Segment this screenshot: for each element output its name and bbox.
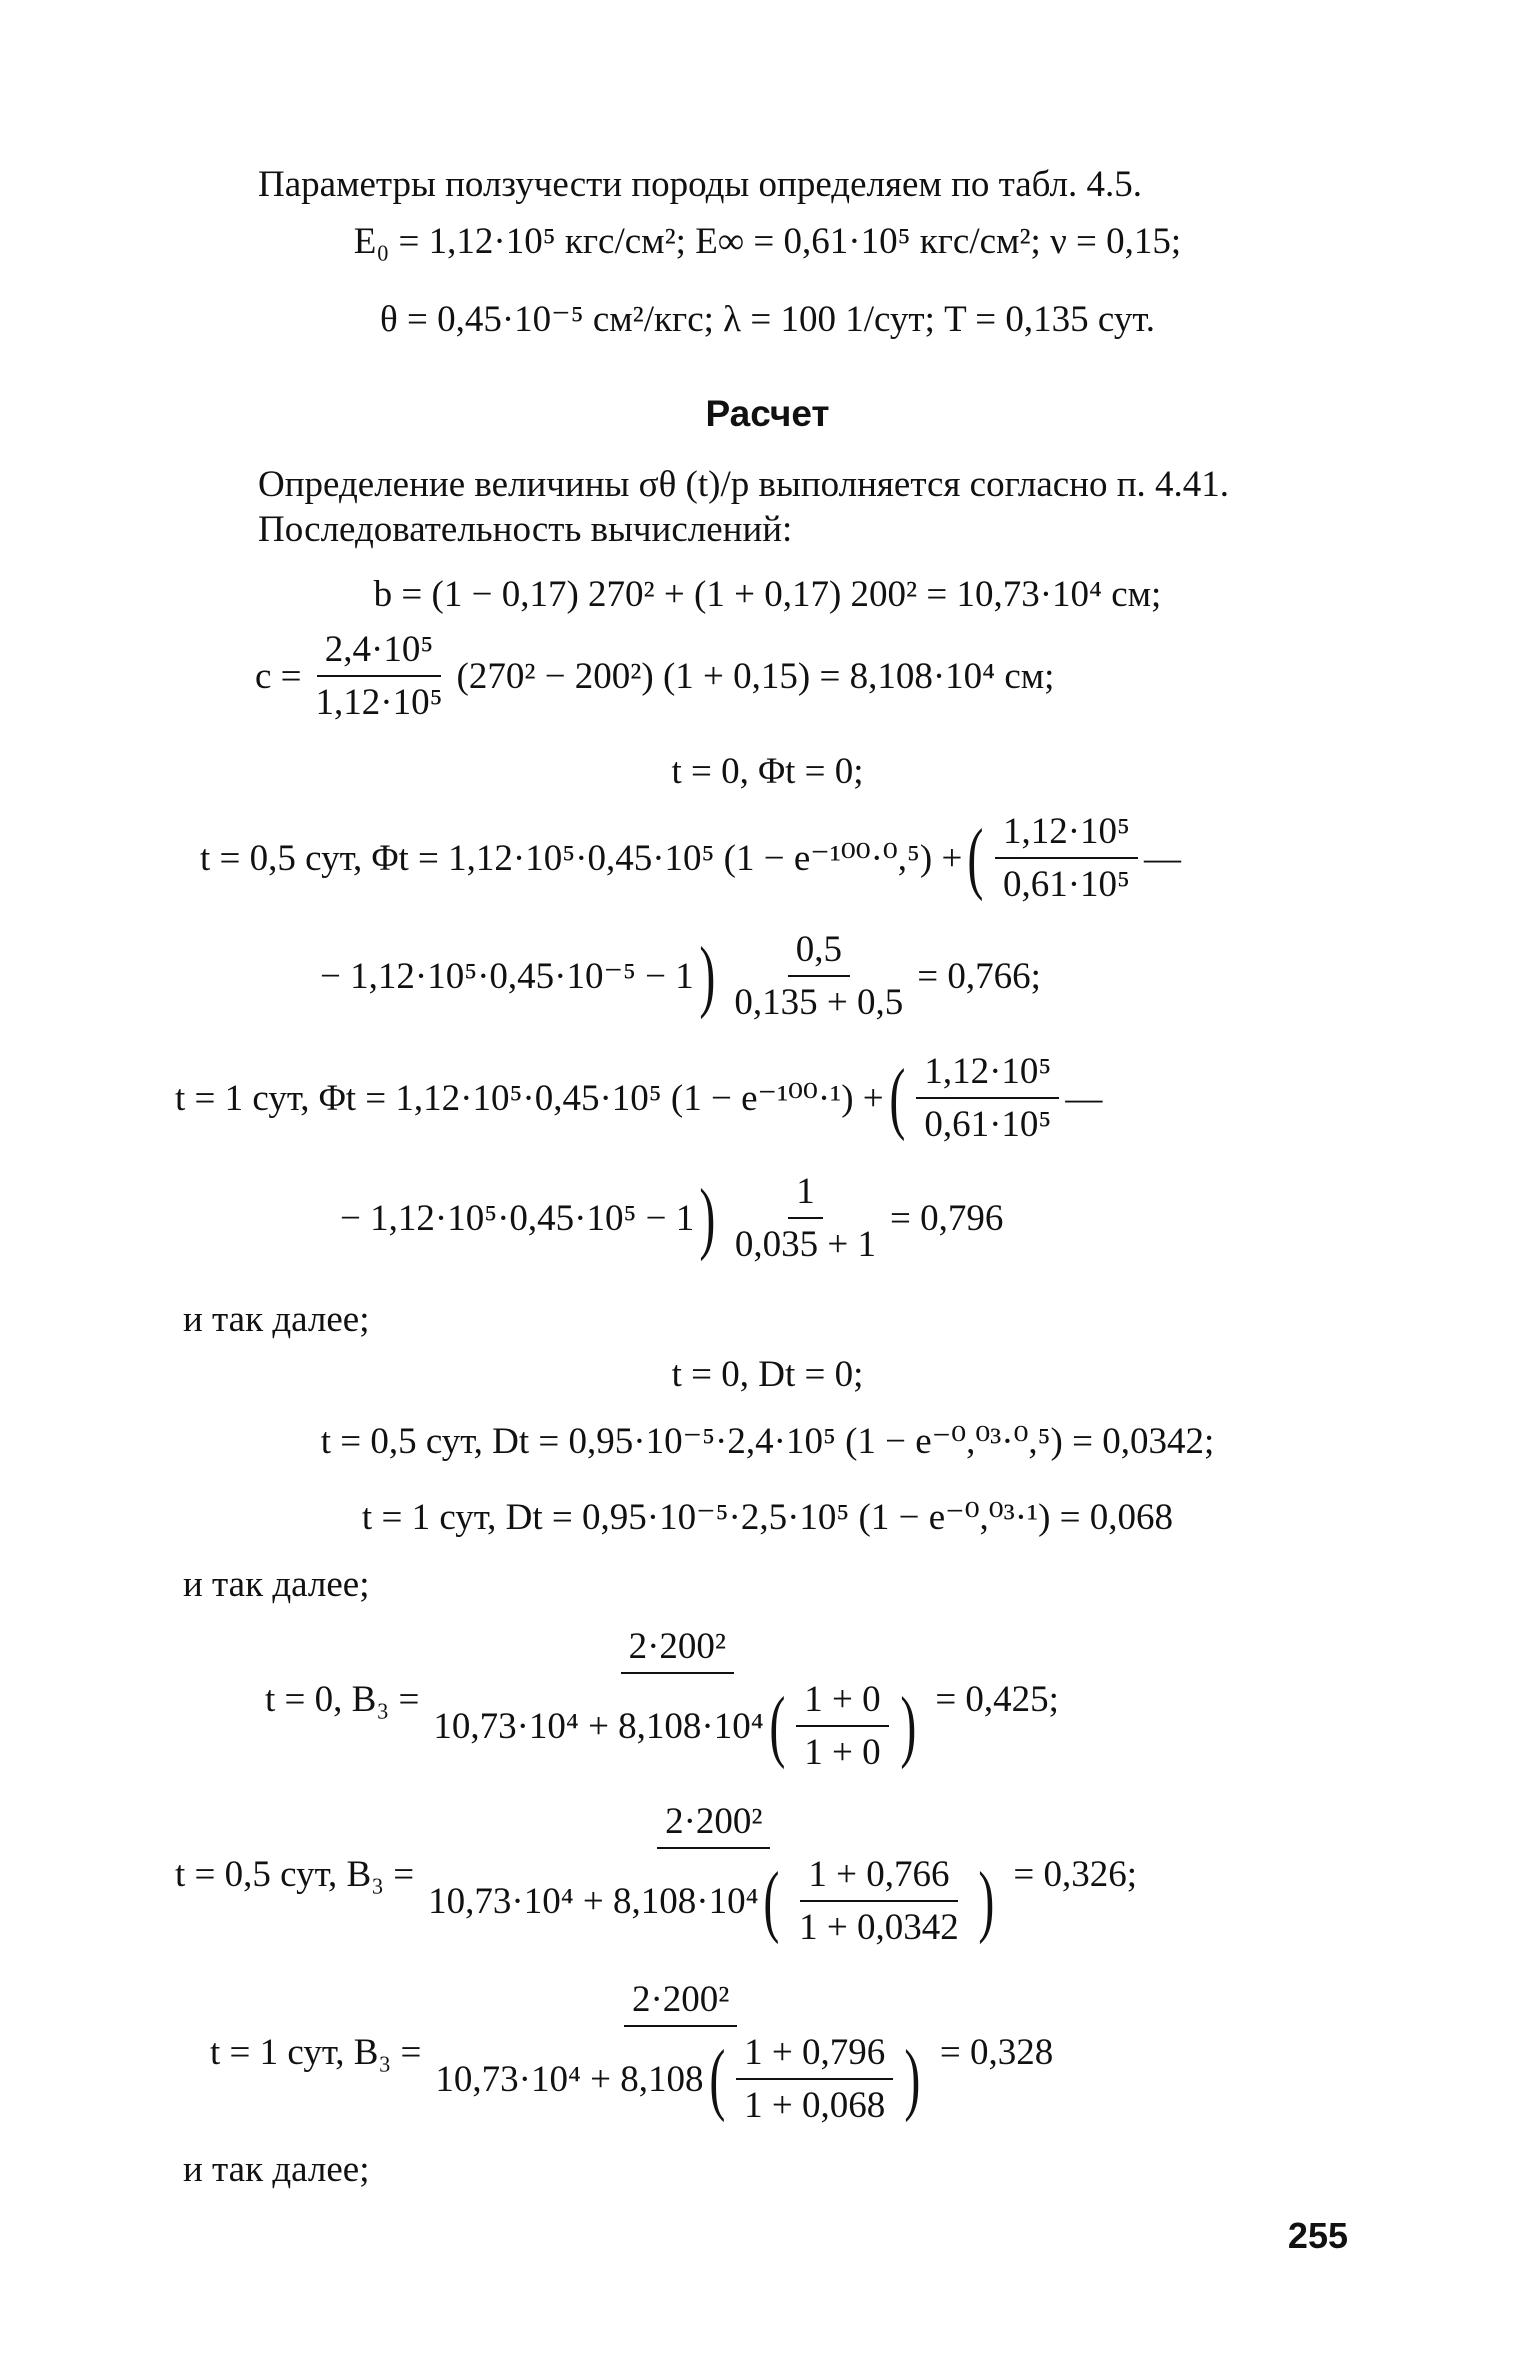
phi1-e-denominator: 0,61·10⁵ bbox=[924, 1104, 1052, 1145]
right-paren: ) bbox=[978, 1857, 995, 1945]
b3-1-inner-fraction bbox=[736, 2031, 893, 2127]
para-line-1: Определение величины σθ (t)/p выполняется согласно п. 4.41. bbox=[258, 464, 1230, 505]
phi1-t-numerator: 1 bbox=[788, 1170, 823, 1219]
etc-line-2: и так далее; bbox=[183, 1564, 370, 1605]
equation-phi-1-line2 bbox=[340, 1170, 1003, 1266]
b3-0-denominator bbox=[425, 1674, 929, 1774]
equation-d-1: t = 1 сут, Dt = 0,95·10⁻⁵·2,5·10⁵ (1 − e⁻⁰,⁰³·¹) = 0,068 bbox=[361, 1497, 1174, 1538]
phi1-e-numerator: 1,12·10⁵ bbox=[916, 1050, 1059, 1099]
phi1-t-denominator: 0,035 + 1 bbox=[734, 1224, 877, 1265]
equation-c bbox=[255, 628, 1054, 724]
b3-0-fraction bbox=[425, 1625, 929, 1774]
phi05-part-a: t = 0,5 сут, Φt = 1,12·10⁵·0,45·10⁵ (1 − e⁻¹⁰⁰·⁰,⁵) + bbox=[200, 838, 963, 879]
b3-1-result: = 0,328 bbox=[939, 2032, 1054, 2073]
phi1-part-b: − 1,12·10⁵·0,45·10⁵ − 1 bbox=[340, 1197, 695, 1239]
equation-phi-1-line1 bbox=[175, 1050, 1102, 1146]
left-paren: ( bbox=[967, 814, 984, 902]
b3-0-inner-numerator: 1 + 0 bbox=[796, 1678, 888, 1727]
intro-line-3: θ = 0,45·10⁻⁵ см²/кгс; λ = 100 1/сут; T = 0,135 сут. bbox=[380, 299, 1155, 340]
etc-line-3: и так далее; bbox=[183, 2149, 370, 2190]
b3-0-lhs: t = 0, B₃ = bbox=[265, 1679, 420, 1720]
b3-05-fraction bbox=[420, 1800, 1007, 1949]
right-paren: ) bbox=[699, 932, 716, 1020]
left-paren: ( bbox=[708, 2035, 725, 2123]
b3-1-denominator-text: 10,73·10⁴ + 8,108 bbox=[435, 2058, 704, 2100]
equation-d-05: t = 0,5 сут, Dt = 0,95·10⁻⁵·2,4·10⁵ (1 − e⁻⁰,⁰³·⁰,⁵) = 0,0342; bbox=[320, 1421, 1215, 1462]
b3-0-denominator-text: 10,73·10⁴ + 8,108·10⁴ bbox=[433, 1705, 764, 1747]
b3-05-inner-denominator: 1 + 0,0342 bbox=[799, 1907, 959, 1948]
phi05-fraction-t bbox=[726, 928, 911, 1024]
c-rhs: (270² − 200²) (1 + 0,15) = 8,108·10⁴ см; bbox=[456, 655, 1055, 697]
right-paren: ) bbox=[904, 2035, 921, 2123]
page-number: 255 bbox=[1287, 2215, 1348, 2256]
phi05-t-numerator: 0,5 bbox=[788, 928, 850, 977]
b3-05-lhs: t = 0,5 сут, B₃ = bbox=[175, 1854, 415, 1895]
b3-0-inner-denominator: 1 + 0 bbox=[804, 1732, 881, 1773]
b3-05-result: = 0,326; bbox=[1013, 1854, 1138, 1895]
b3-1-lhs: t = 1 сут, B₃ = bbox=[210, 2032, 422, 2073]
phi1-fraction-e bbox=[916, 1050, 1059, 1146]
b3-05-denominator-text: 10,73·10⁴ + 8,108·10⁴ bbox=[428, 1880, 759, 1922]
left-paren: ( bbox=[889, 1054, 905, 1142]
equation-b3-1 bbox=[210, 1978, 1053, 2127]
c-lhs: c = bbox=[255, 655, 302, 697]
phi1-fraction-t bbox=[727, 1170, 884, 1266]
phi05-t-denominator: 0,135 + 0,5 bbox=[734, 982, 904, 1023]
section-heading: Расчет bbox=[705, 393, 830, 434]
right-paren: ) bbox=[699, 1174, 716, 1262]
b3-0-result: = 0,425; bbox=[935, 1679, 1059, 1720]
b3-1-inner-numerator: 1 + 0,796 bbox=[736, 2031, 893, 2080]
b3-1-fraction bbox=[427, 1978, 934, 2127]
right-paren: ) bbox=[900, 1682, 916, 1770]
left-paren: ( bbox=[768, 1682, 785, 1770]
left-paren: ( bbox=[763, 1857, 780, 1945]
phi1-result: = 0,796 bbox=[890, 1197, 1004, 1239]
equation-b3-05 bbox=[175, 1800, 1137, 1949]
equation-b: b = (1 − 0,17) 270² + (1 + 0,17) 200² = 10,73·10⁴ см; bbox=[373, 574, 1162, 615]
equation-phi-0: t = 0, Φt = 0; bbox=[671, 751, 864, 792]
b3-05-inner-numerator: 1 + 0,766 bbox=[800, 1853, 957, 1902]
phi05-e-denominator: 0,61·10⁵ bbox=[1002, 864, 1130, 905]
intro-line-1: Параметры ползучести породы определяем по табл. 4.5. bbox=[258, 164, 1143, 205]
intro-line-2: E₀ = 1,12·10⁵ кгс/см²; E∞ = 0,61·10⁵ кгс/см²; ν = 0,15; bbox=[353, 221, 1182, 262]
phi05-e-numerator: 1,12·10⁵ bbox=[995, 810, 1138, 859]
c-denominator: 1,12·10⁵ bbox=[315, 682, 443, 723]
b3-1-numerator: 2·200² bbox=[624, 1978, 737, 2027]
equation-d-0: t = 0, Dt = 0; bbox=[671, 1354, 864, 1395]
phi1-part-a: t = 1 сут, Φt = 1,12·10⁵·0,45·10⁵ (1 − e⁻¹⁰⁰·¹) + bbox=[175, 1078, 884, 1119]
equation-b3-0 bbox=[265, 1625, 1059, 1774]
minus-sign: — bbox=[1143, 837, 1181, 879]
b3-05-numerator: 2·200² bbox=[657, 1800, 770, 1849]
b3-0-numerator: 2·200² bbox=[621, 1625, 734, 1674]
phi05-result: = 0,766; bbox=[917, 955, 1041, 997]
b3-1-denominator bbox=[427, 2027, 934, 2127]
b3-0-inner-fraction bbox=[796, 1678, 888, 1774]
c-fraction bbox=[308, 628, 451, 724]
b3-05-denominator bbox=[420, 1849, 1007, 1949]
phi05-fraction-e bbox=[995, 810, 1138, 906]
b3-05-inner-fraction bbox=[791, 1853, 967, 1949]
equation-phi-05-line1 bbox=[200, 810, 1181, 906]
etc-line-1: и так далее; bbox=[183, 1299, 370, 1340]
minus-sign: — bbox=[1065, 1077, 1103, 1119]
phi05-part-b: − 1,12·10⁵·0,45·10⁻⁵ − 1 bbox=[320, 956, 694, 997]
para-line-2: Последовательность вычислений: bbox=[258, 509, 793, 550]
equation-phi-05-line2 bbox=[320, 928, 1041, 1024]
c-numerator: 2,4·10⁵ bbox=[317, 628, 441, 677]
b3-1-inner-denominator: 1 + 0,068 bbox=[744, 2085, 886, 2126]
